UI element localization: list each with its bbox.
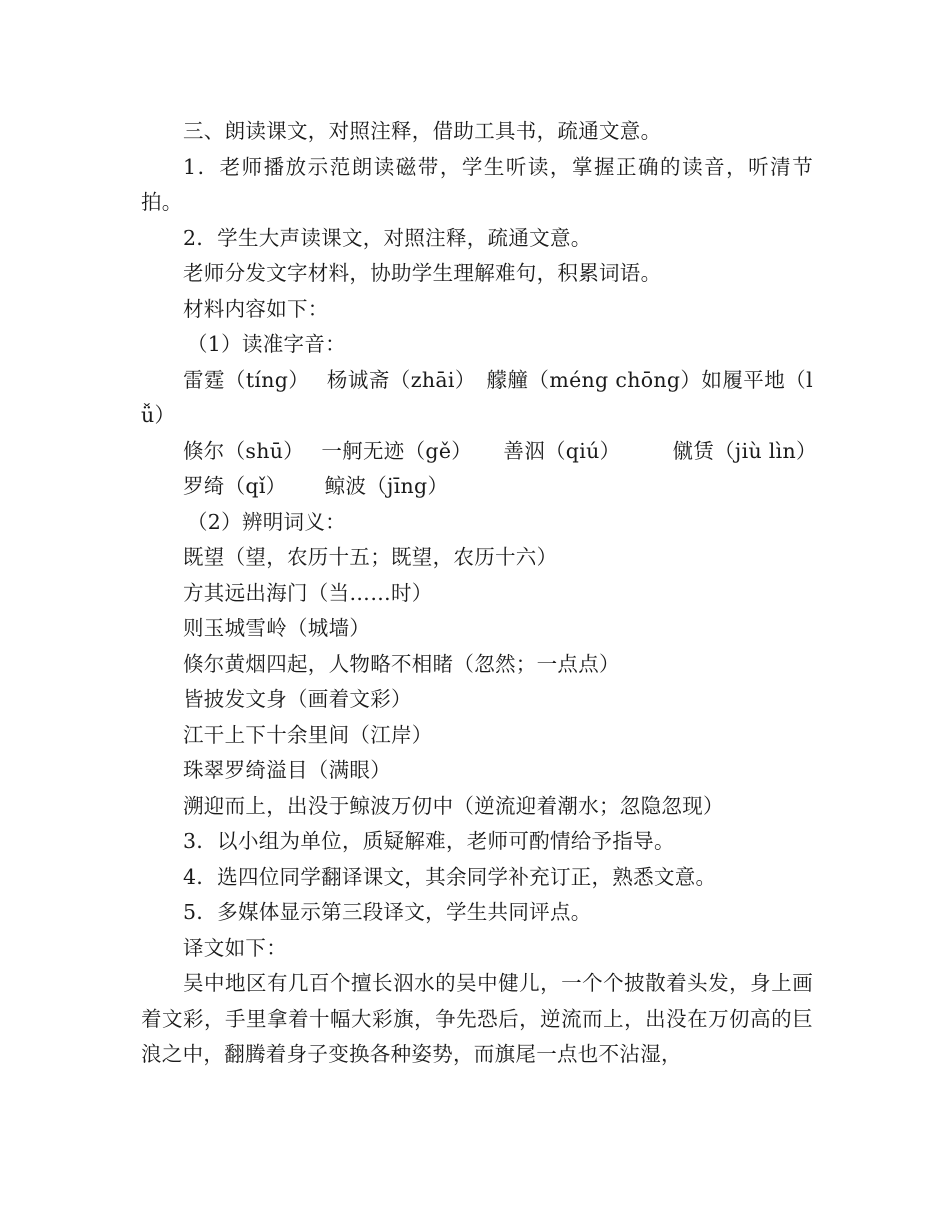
vocabulary-item: 皆披发文身（画着文彩） [183, 687, 412, 711]
vocabulary-item: 江干上下十余里间（江岸） [183, 722, 433, 747]
vocabulary-item: 倏尔黄烟四起，人物略不相睹（忽然；一点点） [183, 651, 620, 676]
vocabulary-item: 既望（望，农历十五；既望，农历十六） [183, 545, 558, 569]
paragraph: 老师分发文字材料，协助学生理解难句，积累词语。 [183, 261, 662, 285]
translation-paragraph: 吴中地区有几百个擅长泅水的吴中健儿，一个个披散着头发，身上画着文彩，手里拿着十幅大彩旗，争先恐后，逆流而上，出没在万仞高的巨浪之中，翻腾着身子变换各种姿势，而旗尾一点也不沾湿， [141, 971, 813, 1066]
vocabulary-item: 方其远出海门（当……时） [183, 580, 433, 605]
step-5: 5．多媒体显示第三段译文，学生共同评点。 [183, 900, 592, 924]
vocabulary-item: 则玉城雪岭（城墙） [183, 616, 371, 640]
vocabulary-item: 珠翠罗绮溢目（满眼） [183, 758, 391, 782]
step-3: 3．以小组为单位，质疑解难，老师可酌情给予指导。 [183, 829, 675, 853]
paragraph: 材料内容如下： [183, 296, 329, 321]
pronunciation-line: 雷霆（tíng） 杨诚斋（zhāi） 艨艟（méng chōng）如履平地（lǚ） [141, 367, 813, 427]
step-4: 4．选四位同学翻译课文，其余同学补充订正，熟悉文意。 [183, 864, 717, 889]
step-1: 1．老师播放示范朗读磁带，学生听读，掌握正确的读音，听清节拍。 [141, 154, 813, 214]
subheading-vocabulary: （2）辨明词义： [187, 509, 346, 534]
paragraph: 译文如下： [183, 935, 287, 960]
subheading-pronunciation: （1）读准字音： [187, 332, 346, 356]
pronunciation-line: 倏尔（shū） 一舸无迹（gě） 善泅（qiú） 僦赁（jiù lìn） [183, 438, 817, 463]
step-2: 2．学生大声读课文，对照注释，疏通文意。 [183, 225, 592, 250]
vocabulary-item: 溯迎而上，出没于鲸波万仞中（逆流迎着潮水；忽隐忽现） [183, 793, 724, 818]
document-body [141, 114, 817, 1073]
pronunciation-line: 罗绮（qǐ） 鲸波（jīng） [183, 474, 449, 498]
section-heading: 三、朗读课文，对照注释，借助工具书，疏通文意。 [183, 119, 662, 143]
